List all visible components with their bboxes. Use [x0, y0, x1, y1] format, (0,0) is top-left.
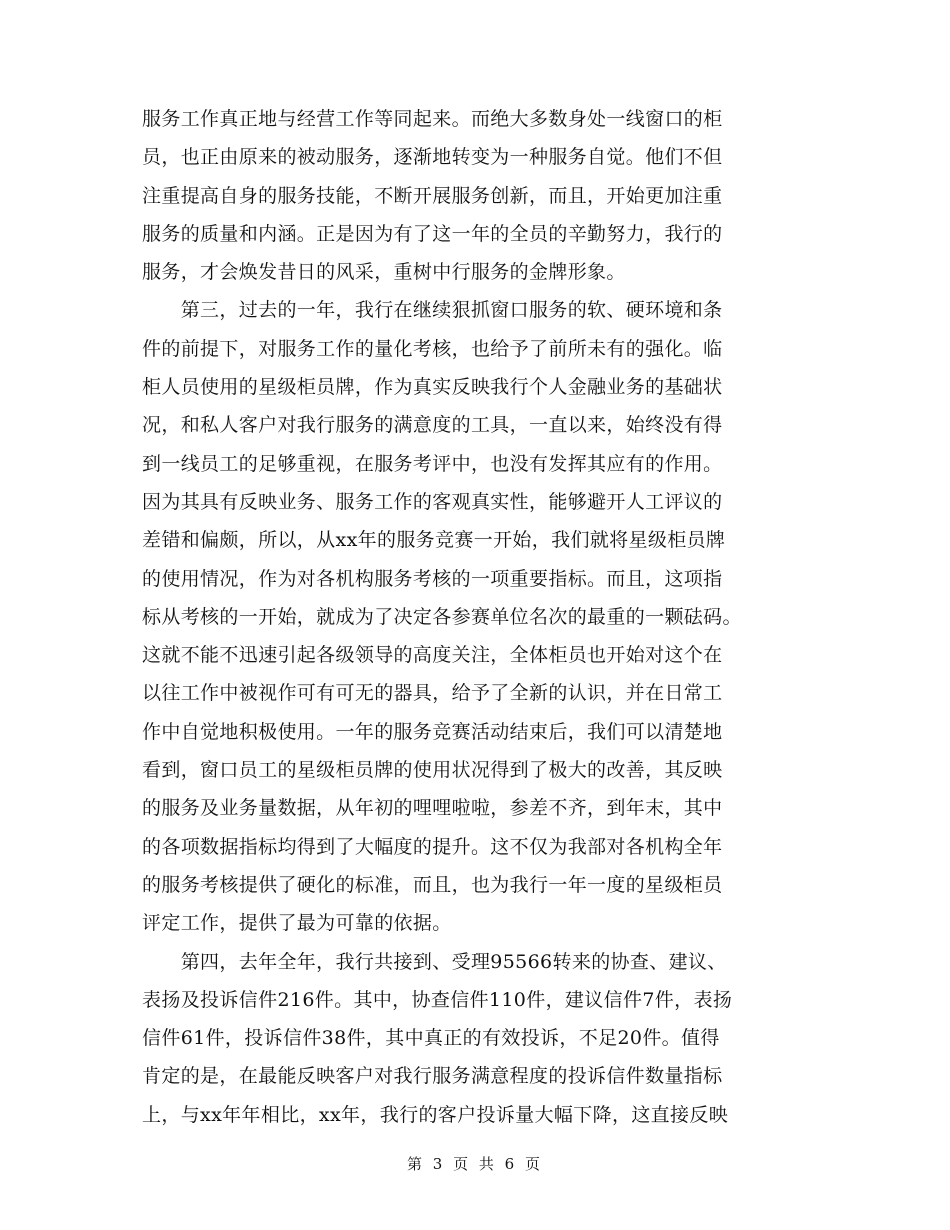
- text-line-21: 的服务考核提供了硬化的标准，而且，也为我行一年一度的星级柜员: [142, 873, 723, 896]
- text-line-14: 标从考核的一开始，就成为了决定各参赛单位名次的最重的一颗砝码。: [142, 605, 742, 628]
- text-line-4: 服务的质量和内涵。正是因为有了这一年的全员的辛勤努力，我行的: [142, 222, 723, 245]
- text-line-19: 的服务及业务量数据，从年初的哩哩啦啦，参差不齐，到年末，其中: [142, 797, 723, 820]
- text-line-23: 第四，去年全年，我行共接到、受理95566转来的协查、建议、: [142, 950, 727, 973]
- text-line-2: 员，也正由原来的被动服务，逐渐地转变为一种服务自觉。他们不但: [142, 146, 723, 169]
- page-footer: 第 3 页 共 6 页: [407, 1155, 543, 1173]
- body-text: [142, 100, 808, 1134]
- text-line-11: 因为其具有反映业务、服务工作的客观真实性，能够避开人工评议的: [142, 490, 723, 513]
- text-line-25: 信件61件，投诉信件38件，其中真正的有效投诉，不足20件。值得: [142, 1027, 720, 1050]
- text-line-16: 以往工作中被视作可有可无的器具，给予了全新的认识，并在日常工: [142, 682, 723, 705]
- text-line-22: 评定工作，提供了最为可靠的依据。: [142, 912, 452, 935]
- text-line-3: 注重提高自身的服务技能，不断开展服务创新，而且，开始更加注重: [142, 184, 723, 207]
- text-line-7: 件的前提下，对服务工作的量化考核，也给予了前所未有的强化。临: [142, 337, 723, 360]
- text-line-17: 作中自觉地积极使用。一年的服务竞赛活动结束后，我们可以清楚地: [142, 720, 723, 743]
- text-line-5: 服务，才会焕发昔日的风采，重树中行服务的金牌形象。: [142, 261, 626, 284]
- text-line-24: 表扬及投诉信件216件。其中，协查信件110件，建议信件7件，表扬: [142, 988, 733, 1011]
- text-line-20: 的各项数据指标均得到了大幅度的提升。这不仅为我部对各机构全年: [142, 835, 723, 858]
- text-line-26: 肯定的是，在最能反映客户对我行服务满意程度的投诉信件数量指标: [142, 1065, 723, 1088]
- text-line-18: 看到，窗口员工的星级柜员牌的使用状况得到了极大的改善，其反映: [142, 759, 723, 782]
- text-line-8: 柜人员使用的星级柜员牌，作为真实反映我行个人金融业务的基础状: [142, 376, 723, 399]
- text-line-27: 上，与xx年年相比，xx年，我行的客户投诉量大幅下降，这直接反映: [142, 1103, 729, 1126]
- text-line-13: 的使用情况，作为对各机构服务考核的一项重要指标。而且，这项指: [142, 567, 723, 590]
- text-line-10: 到一线员工的足够重视，在服务考评中，也没有发挥其应有的作用。: [142, 452, 723, 475]
- text-line-15: 这就不能不迅速引起各级领导的高度关注，全体柜员也开始对这个在: [142, 644, 723, 667]
- text-line-1: 服务工作真正地与经营工作等同起来。而绝大多数身处一线窗口的柜: [142, 108, 723, 130]
- text-line-12: 差错和偏颇，所以，从xx年的服务竞赛一开始，我们就将星级柜员牌: [142, 529, 726, 552]
- text-line-6: 第三，过去的一年，我行在继续狠抓窗口服务的软、硬环境和条: [142, 299, 723, 322]
- text-line-9: 况，和私人客户对我行服务的满意度的工具，一直以来，始终没有得: [142, 414, 723, 437]
